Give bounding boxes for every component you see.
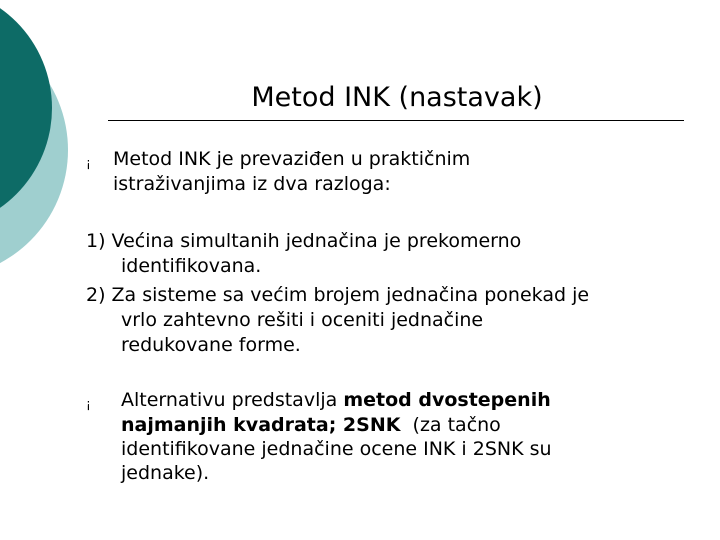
bullet-marker-1: ¡	[86, 156, 91, 170]
bullet2-line2-normal: (za tačno	[400, 414, 501, 436]
bullet2-line1	[121, 388, 551, 413]
bullet2-line3: identifikovane jednačine ocene INK i 2SNK su	[121, 438, 552, 460]
bullet2-line1-normal: Alternativu predstavlja	[121, 389, 344, 411]
bullet2-line2	[121, 413, 501, 438]
bullet-marker-2: ¡	[86, 397, 91, 411]
list-item2-line2: vrlo zahtevno rešiti i oceniti jednačine	[121, 309, 484, 331]
list-item2-line1: 2) Za sisteme sa većim brojem jednačina ponekad je	[86, 284, 590, 306]
list-item1-line2: identifikovana.	[121, 255, 262, 277]
bullet2-line1-bold: metod dvostepenih	[343, 389, 551, 411]
bullet2-line4: jednake).	[121, 462, 210, 484]
list-item2-line3: redukovane forme.	[121, 334, 301, 356]
bullet1-line1: Metod INK je prevaziđen u praktičnim	[113, 148, 471, 170]
title-underline	[108, 120, 684, 121]
slide-title: Metod INK (nastavak)	[251, 82, 543, 113]
bullet1-line2: istraživanjima iz dva razloga:	[113, 173, 391, 195]
list-item1-line1: 1) Većina simultanih jednačina je prekomerno	[86, 230, 522, 252]
decorative-circles	[0, 0, 110, 300]
bullet2-line2-bold: najmanjih kvadrata; 2SNK	[121, 414, 401, 436]
